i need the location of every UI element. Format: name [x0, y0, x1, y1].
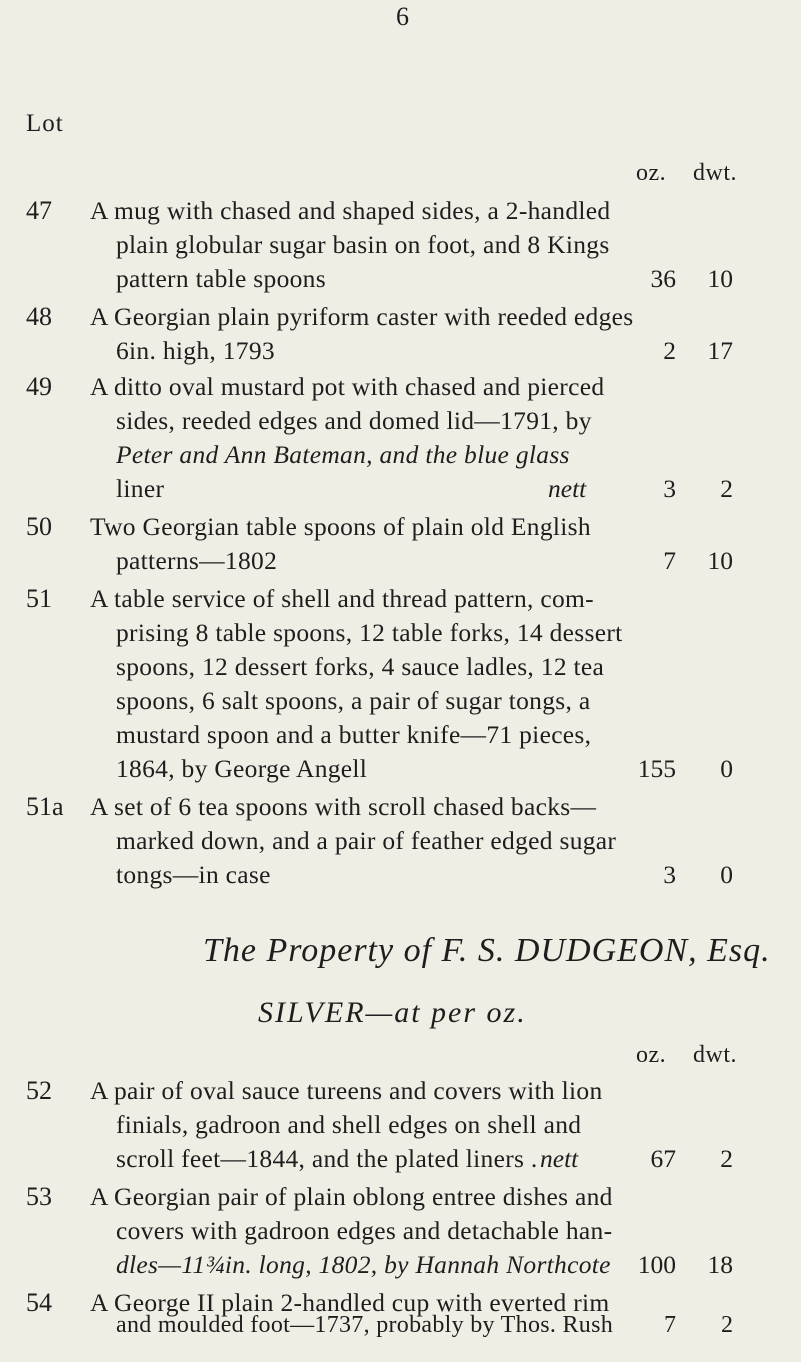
lot-number: 50 [26, 512, 52, 541]
lot-weight-oz: 7 [663, 546, 676, 575]
lot-number: 52 [26, 1076, 52, 1105]
nett-label: nett [540, 1144, 579, 1173]
lot-number: 51 [26, 584, 52, 613]
lot-description-line: A ditto oval mustard pot with chased and pierced [90, 372, 605, 401]
lot-number: 54 [26, 1288, 52, 1317]
dwt-column-heading: dwt. [693, 160, 737, 186]
lot-weight-dwt: 17 [707, 336, 733, 365]
lot-description-line: Two Georgian table spoons of plain old English [90, 512, 591, 541]
lot-description-line: scroll feet—1844, and the plated liners . [116, 1144, 538, 1173]
lot-number: 51a [26, 792, 64, 821]
lot-weight-oz: 7 [664, 1312, 676, 1338]
lot-description-line: finials, gadroon and shell edges on shell and [116, 1110, 582, 1139]
lot-description-line: A table service of shell and thread pattern, com- [90, 584, 594, 613]
lot-description-line: A Georgian pair of plain oblong entree dishes and [90, 1182, 613, 1211]
section-title: The Property of F. S. DUDGEON, Esq. [203, 932, 771, 969]
lot-description-line: mustard spoon and a butter knife—71 pieces, [116, 720, 592, 749]
lot-description-line: covers with gadroon edges and detachable han- [116, 1216, 613, 1245]
lot-description-line: dles—11¾in. long, 1802, by Hannah Northcote [116, 1250, 611, 1279]
section-subtitle: SILVER—at per oz. [258, 996, 527, 1029]
lot-weight-oz: 67 [650, 1144, 676, 1173]
lot-number: 47 [26, 196, 52, 225]
lot-weight-dwt: 2 [720, 474, 733, 503]
lot-description-line: prising 8 table spoons, 12 table forks, 14 dessert [116, 618, 623, 647]
lot-description-line: liner [116, 474, 165, 503]
lot-description-line: 6in. high, 1793 [116, 336, 275, 365]
lot-weight-dwt: 18 [707, 1250, 733, 1279]
lot-description-line: marked down, and a pair of feather edged sugar [116, 826, 617, 855]
lot-description-line: pattern table spoons [116, 264, 326, 293]
lot-description-line: and moulded foot—1737, probably by Thos. Rush [116, 1312, 614, 1338]
lot-weight-dwt: 10 [707, 546, 733, 575]
lot-weight-oz: 3 [663, 860, 676, 889]
dwt-column-heading: dwt. [693, 1042, 737, 1068]
lot-weight-oz: 2 [663, 336, 676, 365]
lot-number: 53 [26, 1182, 52, 1211]
lot-description-line: sides, reeded edges and domed lid—1791, by [116, 406, 592, 435]
lot-description-line: A George II plain 2-handled cup with everted rim [90, 1288, 610, 1317]
lot-weight-dwt: 0 [720, 754, 733, 783]
lot-weight-oz: 100 [637, 1250, 676, 1279]
oz-column-heading: oz. [636, 1042, 667, 1068]
page-number: 6 [396, 2, 409, 31]
lot-weight-oz: 3 [663, 474, 676, 503]
lot-number: 49 [26, 372, 52, 401]
lot-weight-dwt: 10 [707, 264, 733, 293]
lot-description-line: spoons, 6 salt spoons, a pair of sugar tongs, a [116, 686, 591, 715]
lot-number: 48 [26, 302, 52, 331]
lot-column-heading: Lot [26, 110, 64, 137]
lot-description-line: Peter and Ann Bateman, and the blue glass [116, 440, 570, 469]
lot-weight-oz: 36 [650, 264, 676, 293]
lot-description-line: plain globular sugar basin on foot, and 8 Kings [116, 230, 610, 259]
lot-weight-dwt: 0 [720, 860, 733, 889]
lot-weight-oz: 155 [637, 754, 676, 783]
lot-weight-dwt: 2 [720, 1144, 733, 1173]
lot-description-line: A pair of oval sauce tureens and covers with lion [90, 1076, 603, 1105]
lot-weight-dwt: 2 [721, 1312, 733, 1338]
lot-description-line: 1864, by George Angell [116, 754, 368, 783]
lot-description-line: A Georgian plain pyriform caster with reeded edges [90, 302, 634, 331]
lot-description-line: A set of 6 tea spoons with scroll chased backs— [90, 792, 597, 821]
lot-description-line: tongs—in case [116, 860, 271, 889]
lot-description-line: A mug with chased and shaped sides, a 2-handled [90, 196, 611, 225]
nett-label: nett [548, 474, 587, 503]
lot-description-line: spoons, 12 dessert forks, 4 sauce ladles, 12 tea [116, 652, 605, 681]
oz-column-heading: oz. [636, 160, 667, 186]
lot-description-line: patterns—1802 [116, 546, 278, 575]
